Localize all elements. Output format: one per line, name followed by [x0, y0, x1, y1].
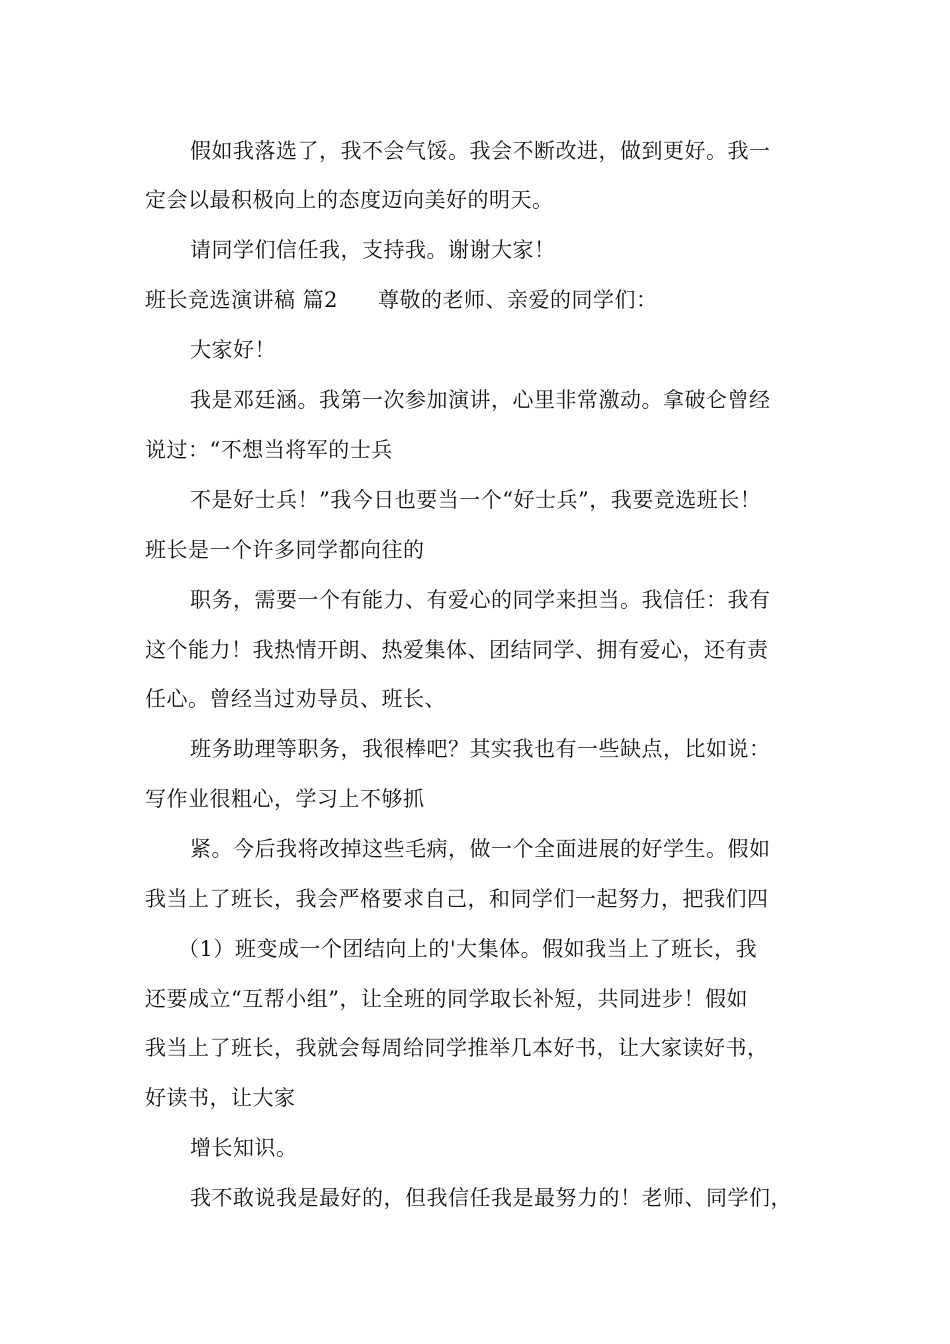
paragraph-line: 我不敢说我是最好的，但我信任我是最努力的！老师、同学们，: [190, 1186, 792, 1210]
paragraph-line: 我是邓廷涵。我第一次参加演讲，心里非常激动。拿破仑曾经: [190, 388, 771, 412]
paragraph-line: 紧。今后我将改掉这些毛病，做一个全面进展的好学生。假如: [190, 837, 771, 861]
paragraph-line: 还要成立“互帮小组”，让全班的同学取长补短，共同进步！假如: [145, 987, 748, 1011]
paragraph-line: 任心。曾经当过劝导员、班长、: [145, 687, 446, 711]
paragraph-line: 定会以最积极向上的态度迈向美好的明天。: [145, 188, 554, 212]
paragraph-line: 大家好！: [190, 338, 276, 362]
paragraph-line: 我当上了班长，我会严格要求自己，和同学们一起努力，把我们四: [145, 887, 769, 911]
paragraph-line: （1）班变成一个团结向上的'大集体。假如我当上了班长，我: [178, 937, 758, 961]
paragraph-line: 这个能力！我热情开朗、热爱集体、团结同学、拥有爱心，还有责: [145, 638, 769, 662]
paragraph-line: 假如我落选了，我不会气馁。我会不断改进，做到更好。我一: [190, 139, 771, 163]
paragraph-line: 不是好士兵！”我今日也要当一个“好士兵”，我要竞选班长！: [190, 488, 762, 512]
paragraph-line: 班长是一个许多同学都向往的: [145, 538, 425, 562]
paragraph-line: 说过：“不想当将军的士兵: [145, 438, 393, 462]
section-title: 班长竞选演讲稿 篇2: [145, 288, 339, 312]
paragraph-line: 增长知识。: [190, 1136, 298, 1160]
paragraph-line: 写作业很粗心，学习上不够抓: [145, 787, 425, 811]
paragraph-line: 我当上了班长，我就会每周给同学推举几本好书，让大家读好书，: [145, 1036, 769, 1060]
paragraph-line: 好读书，让大家: [145, 1086, 296, 1110]
paragraph-line: 请同学们信任我，支持我。谢谢大家！: [190, 238, 556, 262]
paragraph-line: 职务，需要一个有能力、有爱心的同学来担当。我信任：我有: [190, 588, 771, 612]
paragraph-line: 班务助理等职务，我很棒吧？其实我也有一些缺点，比如说：: [190, 737, 771, 761]
salutation: 尊敬的老师、亲爱的同学们：: [378, 288, 658, 312]
section-heading-row: [145, 286, 658, 314]
